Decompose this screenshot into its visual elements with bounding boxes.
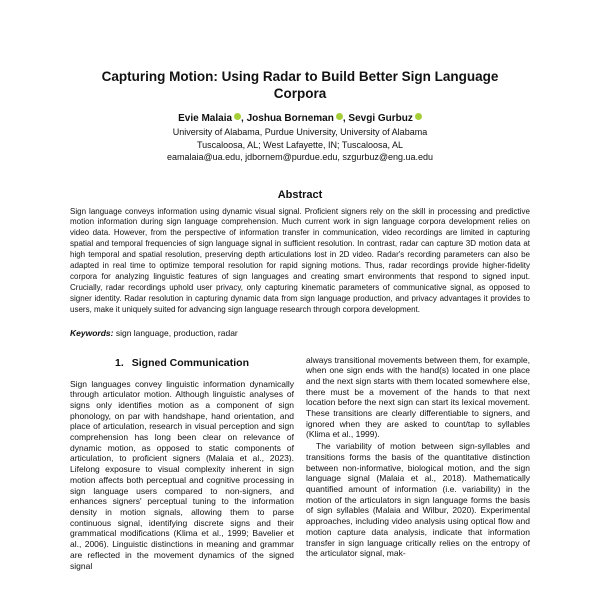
affiliation-universities: University of Alabama, Purdue University, University of Alabama — [172, 127, 428, 137]
left-column — [70, 355, 294, 572]
paper-title: Capturing Motion: Using Radar to Build Better Sign Language Corpora — [101, 69, 499, 101]
section-1-heading — [70, 357, 294, 369]
author-emails: eamalaia@ua.edu, jdbornem@purdue.edu, szgurbuz@eng.ua.edu — [166, 152, 434, 162]
orcid-icon[interactable] — [415, 113, 422, 120]
section-1-title: Signed Communication — [131, 356, 250, 369]
keywords-text: sign language, production, radar — [113, 327, 238, 338]
keywords-line — [70, 328, 530, 339]
section-1-paragraph-left: Sign languages convey linguistic information dynamically through articulator motion. Although linguistic analyses of signs only identifies motion as a component of sign phonology, on par with handshape, hand orientation, and place of articulation, research in visual perception and sign comprehension has long been clear on relevance of dynamic motion, as opposed to static components of articulation, to proficient signers (Malaia et al., 2023). Lifelong exposure to visual complexity inherent in sign motion affects both perceptual and cognitive processing in sign language users compared to non-signers, and enhances signers' perceptual tuning to the information density in motion signals, allowing them to parse continuous signal, identifying discrete signs and their grammatical modifications (Klima et al., 1999; Bavelier et al., 2006). Linguistic distinctions in meaning and grammar are reflected in the movement dynamics of the signed signal — [70, 378, 294, 571]
abstract-text: Sign language conveys information using dynamic visual signal. Proficient signers rely on the skill in processing and predictive motion information during sign language comprehension. Much current work in sign language corpora development relies on video data. However, from the perspective of information transfer in communication, video recordings are limited in capturing spatial and temporal frequencies of sign language signal in sufficient resolution. In contrast, radar can capture 3D motion data at high temporal and spatial resolution, preserving depth articulations lost in 2D video. Radar's recording parameters can also be adapted in real time to optimize temporal resolution for rapid signing motions. Thus, radar recordings provide higher-fidelity corpora for analyzing linguistic features of sign languages and creating smart environments that respond to signed input. Crucially, radar recordings uphold user privacy, only capturing kinematic parameters of communicative signal, as opposed to signer identity. Radar resolution in capturing dynamic data from sign language production, and privacy advantages it provides to users, make it uniquely suited for advancing sign language research through corpora development. — [70, 206, 530, 314]
author-3: Sevgi Gurbuz — [348, 113, 413, 124]
author-2: Joshua Borneman — [246, 113, 334, 124]
author-separator: , — [241, 113, 247, 124]
orcid-icon[interactable] — [234, 113, 241, 120]
orcid-icon[interactable] — [336, 113, 343, 120]
section-1-number: 1. — [114, 356, 124, 369]
author-1: Evie Malaia — [178, 113, 233, 124]
section-1-paragraph-right-1: always transitional movements between them, for example, when one sign ends with the hand(s) located in one place and the next sign starts with them located somewhere else, there must be a movement of the hands to that next location before the next sign can start its lexical movement. These transitions are clearly differentiable to signers, and ignored when they are asked to count/tap to syllables (Klima et al., 1999). — [306, 354, 530, 440]
abstract-heading: Abstract — [277, 188, 323, 201]
keywords-label: Keywords: — [70, 327, 114, 338]
section-1-paragraph-right-2: The variability of motion between sign-syllables and transitions forms the basis of the quantitative distinction between non-informative, biological motion, and the sign language signal (Malaia et al., 2018). Mathematically quantified amount of information (i.e. variability) in the motion of the articulators in sign language forms the basis of sign syllables (Malaia and Wilbur, 2020). Experimental approaches, including video analysis using optical flow and motion capture data analysis, indicate that information transfer in sign language critically relies on the entropy of the articulator signal, mak- — [306, 441, 530, 559]
author-separator: , — [342, 113, 349, 124]
author-line — [70, 113, 530, 125]
right-column — [306, 355, 530, 572]
two-column-body — [70, 355, 530, 572]
affiliation-locations: Tuscaloosa, AL; West Lafayette, IN; Tuscaloosa, AL — [196, 139, 404, 150]
